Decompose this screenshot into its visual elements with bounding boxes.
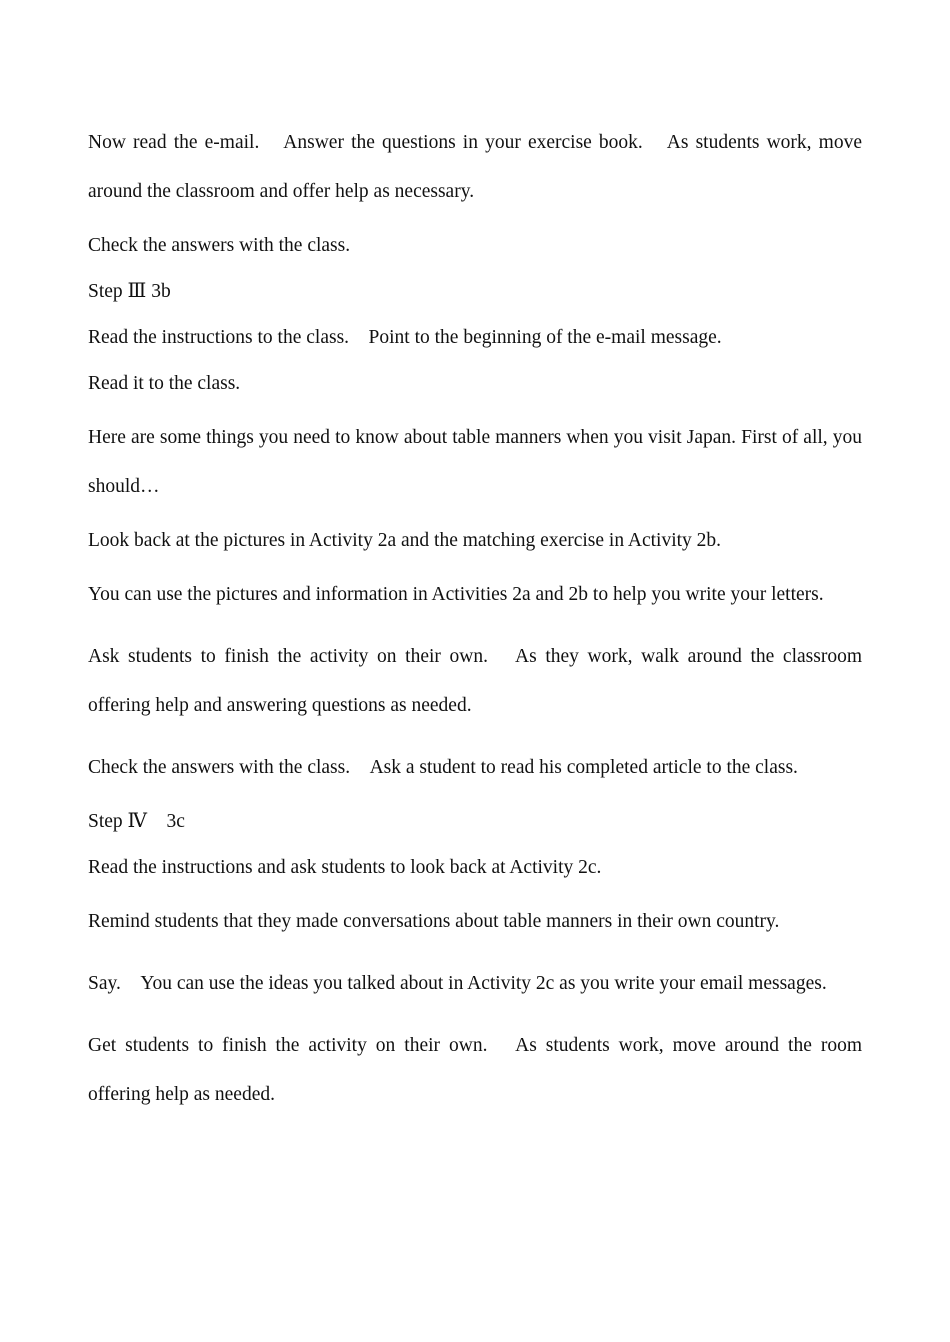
document-page [88, 118, 862, 1132]
paragraph-read-it: Read it to the class. [88, 373, 241, 394]
paragraph-check-article: Check the answers with the class. Ask a student to read his completed article to the class. [88, 757, 798, 778]
paragraph-japan-manners: Here are some things you need to know about table manners when you visit Japan. First of all, you should… [88, 427, 862, 497]
paragraph-say-ideas: Say. You can use the ideas you talked about in Activity 2c as you write your email messages. [88, 973, 827, 994]
paragraph-instructions-2c: Read the instructions and ask students to look back at Activity 2c. [88, 857, 602, 878]
paragraph-read-email: Now read the e-mail. Answer the questions in your exercise book. As students work, move around the classroom and offer help as necessary. [88, 132, 862, 202]
paragraph-get-students: Get students to finish the activity on their own. As students work, move around the room offering help as needed. [88, 1035, 862, 1105]
paragraph-read-instructions: Read the instructions to the class. Point to the beginning of the e-mail message. [88, 327, 722, 348]
step-heading-3b: Step Ⅲ 3b [88, 281, 171, 302]
paragraph-finish-activity: Ask students to finish the activity on their own. As they work, walk around the classroom offering help and answering questions as needed. [88, 646, 862, 716]
paragraph-look-back: Look back at the pictures in Activity 2a and the matching exercise in Activity 2b. [88, 530, 722, 551]
step-heading-3c: Step Ⅳ 3c [88, 811, 185, 832]
paragraph-check-answers: Check the answers with the class. [88, 235, 351, 256]
paragraph-remind-students: Remind students that they made conversations about table manners in their own country. [88, 911, 780, 932]
paragraph-use-pictures: You can use the pictures and information in Activities 2a and 2b to help you write your letters. [88, 584, 824, 605]
